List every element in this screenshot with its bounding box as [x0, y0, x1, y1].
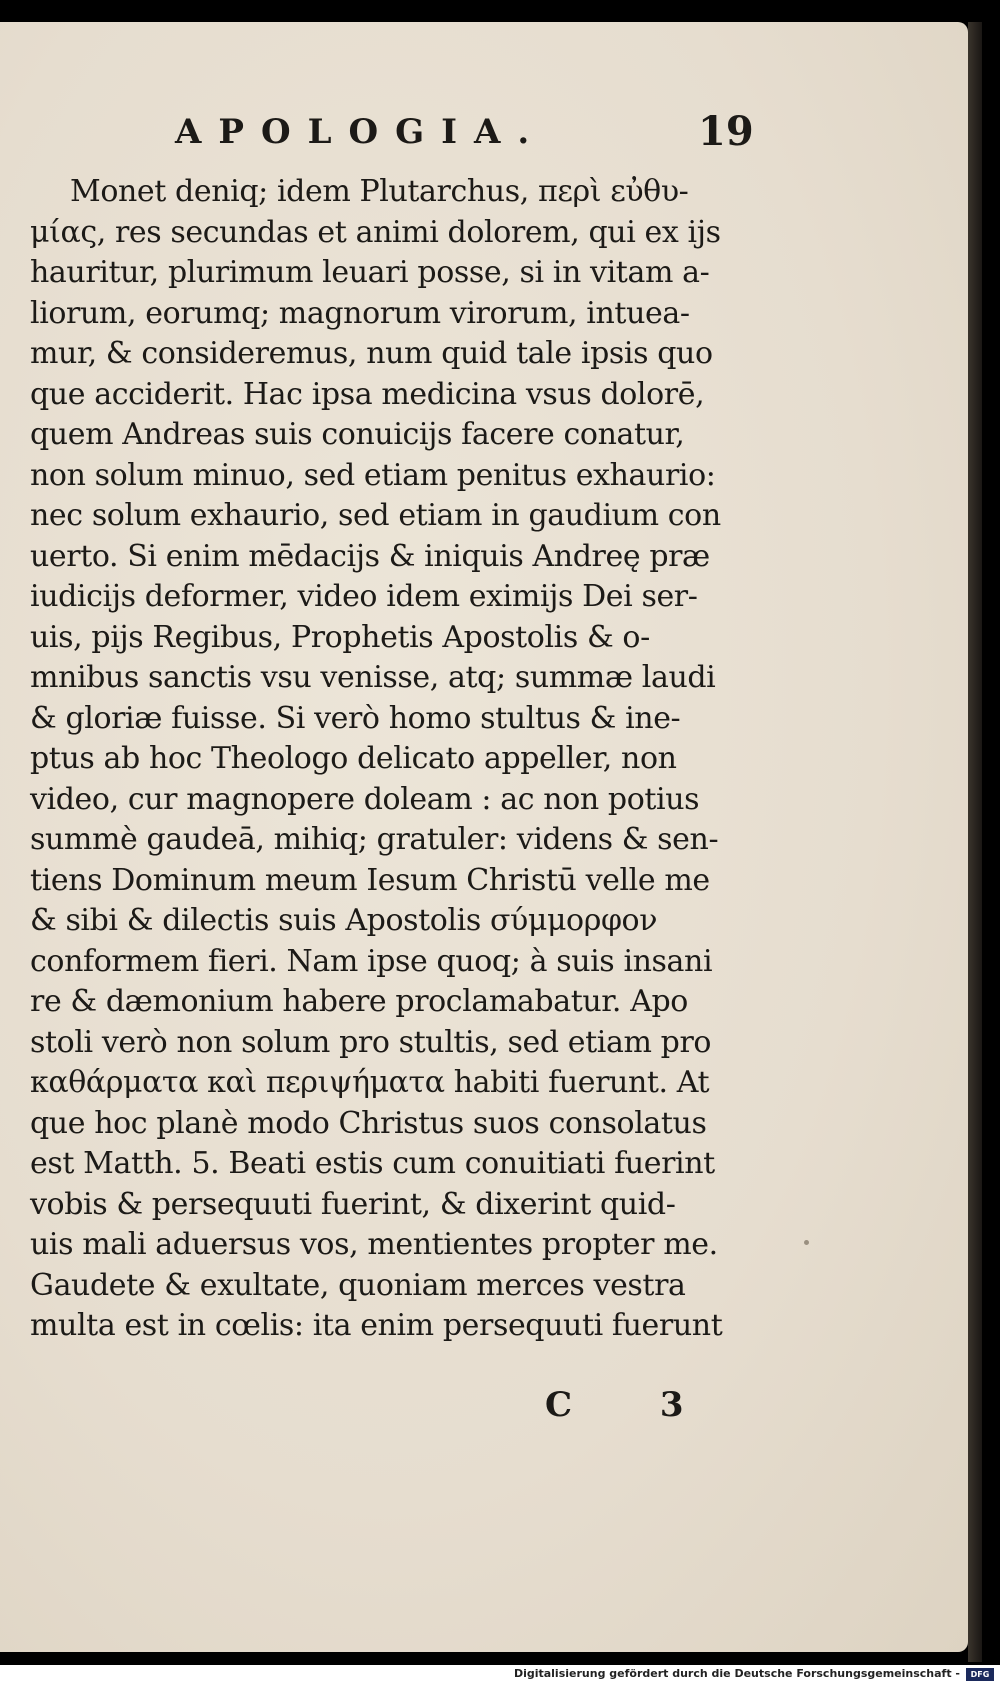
footer-bar — [0, 1665, 1000, 1685]
running-head: APOLOGIA. — [175, 112, 547, 152]
text-line: quem Andreas suis conuicijs facere conatur, — [30, 417, 685, 452]
signature-mark: C 3 — [545, 1385, 722, 1425]
text-line: vobis & persequuti fuerint, & dixerint quid- — [30, 1186, 676, 1222]
text-line: & gloriæ fuisse. Si verò homo stultus & ine- — [30, 700, 681, 736]
footer-credit: Digitalisierung gefördert durch die Deutsche Forschungsgemeinschaft - — [513, 1667, 960, 1680]
text-line: μίας, res secundas et animi dolorem, qui ex ijs — [30, 214, 721, 250]
text-line: multa est in cœlis: ita enim persequuti fuerunt — [30, 1308, 723, 1343]
text-line: & sibi & dilectis suis Apostolis σύμμορφον — [30, 903, 658, 938]
text-line: nec solum exhaurio, sed etiam in gaudium con — [30, 498, 721, 533]
text-line: video, cur magnopere doleam : ac non potius — [30, 781, 700, 817]
page-number: 19 — [698, 108, 754, 155]
text-line: uis mali aduersus vos, mentientes propter me. — [30, 1227, 718, 1262]
text-line: mnibus sanctis vsu venisse, atq; summæ laudi — [30, 660, 716, 695]
text-line: iudicijs deformer, video idem eximijs Dei ser- — [30, 579, 698, 614]
dfg-logo: DFG — [966, 1668, 994, 1681]
text-line: uis, pijs Regibus, Prophetis Apostolis & o- — [30, 619, 650, 655]
text-line: ptus ab hoc Theologo delicato appeller, non — [30, 741, 677, 776]
text-line: hauritur, plurimum leuari posse, si in vitam a- — [30, 255, 710, 290]
text-line: stoli verò non solum pro stultis, sed etiam pro — [30, 1024, 712, 1060]
body-text — [30, 172, 732, 1347]
text-line: tiens Dominum meum Iesum Christū velle me — [30, 862, 710, 898]
text-line: que hoc planè modo Christus suos consolatus — [30, 1105, 707, 1141]
text-line: que acciderit. Hac ipsa medicina vsus dolorē, — [30, 376, 705, 412]
text-line: καθάρματα καὶ περιψήματα habiti fuerunt. At — [30, 1065, 710, 1100]
text-line: conformem fieri. Nam ipse quoq; à suis insani — [30, 943, 713, 979]
text-line: mur, & consideremus, num quid tale ipsis quo — [30, 336, 713, 371]
text-line: non solum minuo, sed etiam penitus exhaurio: — [30, 457, 716, 493]
text-line: est Matth. 5. Beati estis cum conuitiati fuerint — [30, 1146, 715, 1181]
page-edge — [968, 22, 982, 1662]
text-line: liorum, eorumq; magnorum virorum, intuea- — [30, 295, 690, 331]
text-line: summè gaudeā, mihiq; gratuler: videns & sen- — [30, 822, 719, 857]
paper-speck — [804, 1240, 809, 1245]
text-line: Monet deniq; idem Plutarchus, περὶ εὐθυ- — [70, 174, 689, 209]
text-line: re & dæmonium habere proclamabatur. Apo — [30, 984, 688, 1019]
text-line: Gaudete & exultate, quoniam merces vestra — [30, 1267, 686, 1303]
text-line: uerto. Si enim mēdacijs & iniquis Andreę præ — [30, 538, 710, 574]
